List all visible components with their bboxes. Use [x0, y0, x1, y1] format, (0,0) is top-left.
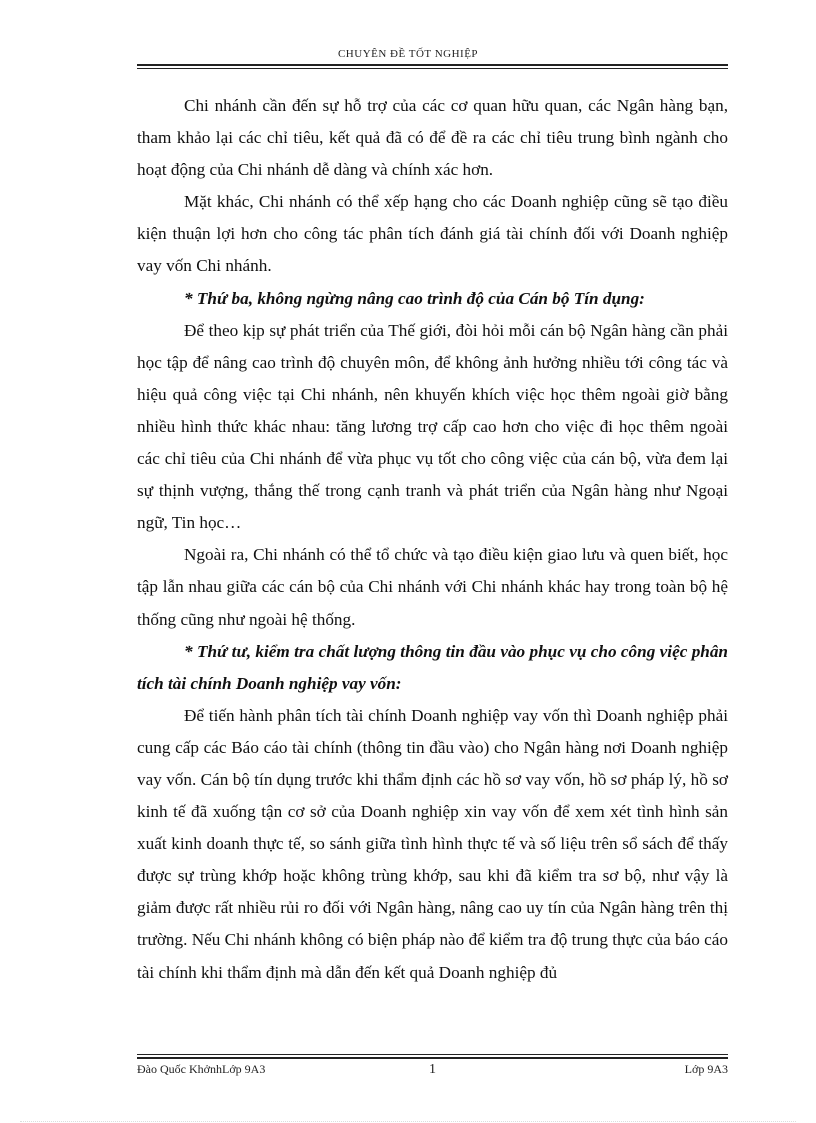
header-rule-thick	[137, 64, 728, 66]
paragraph-4: Để theo kịp sự phát triển của Thế giới, đòi hỏi mỗi cán bộ Ngân hàng cần phải học tập để nâng cao trình độ chuyên môn, để không ảnh hưởng nhiều tới công tác và hiệu quả công việc tại Chi nhánh, nên khuyến khích việc học thêm ngoài giờ bằng nhiều hình thức khác nhau: tăng lương trợ cấp cao hơn cho việc đi học thêm ngoài các chỉ tiêu của Chi nhánh để vừa phục vụ tốt cho công việc của cán bộ, vừa đem lại sự thịnh vượng, thắng thế trong cạnh tranh và phát triển của Ngân hàng như Ngoại ngữ, Tin học…	[137, 320, 728, 533]
footer-rule-thin	[137, 1054, 728, 1055]
section-heading-3: * Thứ ba, không ngừng nâng cao trình độ của Cán bộ Tín dụng:	[184, 288, 645, 308]
header-title: CHUYÊN ĐỀ TỐT NGHIỆP	[337, 48, 479, 60]
document-body	[137, 90, 728, 989]
header-rule-thin	[137, 68, 728, 69]
footer-class: Lớp 9A3	[684, 1062, 728, 1076]
footer-author: Đào Quốc KhởnhLớp 9A3	[137, 1062, 266, 1076]
footer-rule-thick	[137, 1057, 728, 1059]
paragraph-7: Để tiến hành phân tích tài chính Doanh nghiệp vay vốn thì Doanh nghiệp phải cung cấp các Báo cáo tài chính (thông tin đầu vào) cho Ngân hàng nơi Doanh nghiệp vay vốn. Cán bộ tín dụng trước khi thẩm định các hồ sơ vay vốn, hồ sơ pháp lý, hồ sơ kinh tế đã xuống tận cơ sở của Doanh nghiệp xin vay vốn để xem xét tình hình sản xuất kinh doanh thực tế, so sánh giữa tình hình thực tế và số liệu trên sổ sách để thấy được sự trùng khớp hoặc không trùng khớp, sau khi đã kiểm tra sơ bộ, như vậy là giảm được rất nhiều rủi ro đối với Ngân hàng, nâng cao uy tín của Ngân hàng trên thị trường. Nếu Chi nhánh không có biện pháp nào để kiểm tra độ trung thực của báo cáo tài chính khi thẩm định mà dẫn đến kết quả Doanh nghiệp đủ	[137, 705, 728, 982]
paragraph-1: Chi nhánh cần đến sự hỗ trợ của các cơ quan hữu quan, các Ngân hàng bạn, tham khảo lại các chỉ tiêu, kết quả đã có để đề ra các chỉ tiêu trung bình ngành cho hoạt động của Chi nhánh dễ dàng và chính xác hơn.	[137, 96, 728, 180]
page-bottom-divider	[20, 1121, 796, 1122]
section-heading-4: * Thứ tư, kiểm tra chất lượng thông tin đầu vào phục vụ cho công việc phân tích tài chính Doanh nghiệp vay vốn:	[137, 641, 728, 693]
paragraph-2: Mặt khác, Chi nhánh có thể xếp hạng cho các Doanh nghiệp cũng sẽ tạo điều kiện thuận lợi hơn cho công tác phân tích đánh giá tài chính đối với Doanh nghiệp vay vốn Chi nhánh.	[137, 192, 728, 276]
paragraph-5: Ngoài ra, Chi nhánh có thể tổ chức và tạo điều kiện giao lưu và quen biết, học tập lẫn nhau giữa các cán bộ của Chi nhánh với Chi nhánh khác hay trong toàn bộ hệ thống cũng như ngoài hệ thống.	[137, 545, 728, 629]
page-number: 1	[429, 1062, 436, 1077]
